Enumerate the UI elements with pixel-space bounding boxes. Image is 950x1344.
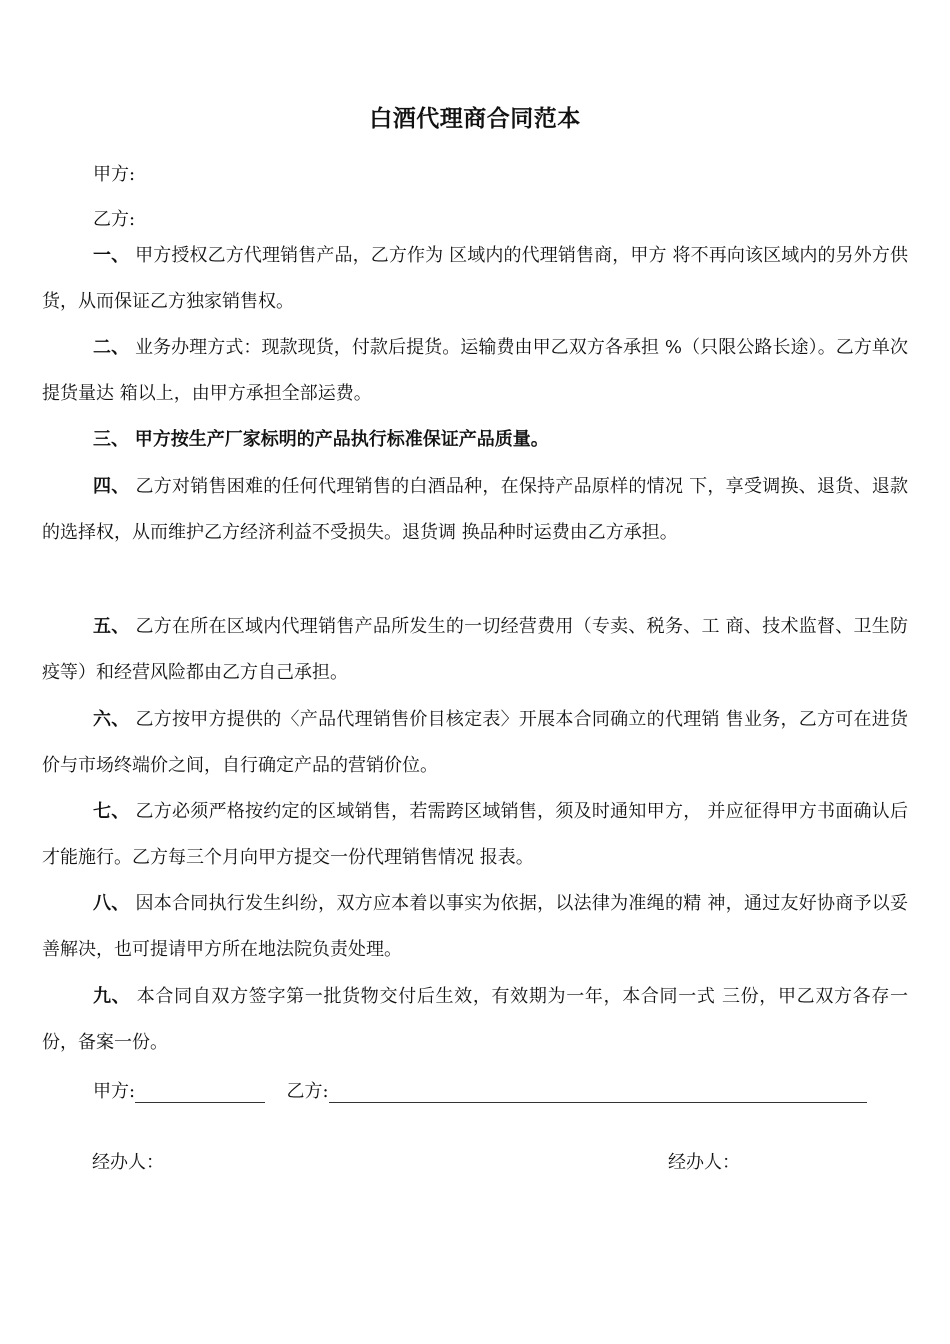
clause-4 <box>42 464 908 556</box>
clause-text: 乙方对销售困难的任何代理销售的白酒品种，在保持产品原样的情况 下，享受调换、退货、退款的选择权，从而维护乙方经济利益不受损失。退货调 换品种时运费由乙方承担。 <box>42 476 908 543</box>
clause-text: 甲方按生产厂家标明的产品执行标准保证产品质量。 <box>134 429 549 450</box>
clause-9 <box>42 974 908 1066</box>
clause-3 <box>42 417 908 463</box>
party-a-signature-line[interactable] <box>135 1082 265 1103</box>
clause-2 <box>42 325 908 417</box>
party-b-signature-line[interactable] <box>329 1082 867 1103</box>
sign-party-a-label: 甲方: <box>93 1081 136 1102</box>
clause-1 <box>42 233 908 325</box>
document-title: 白酒代理商合同范本 <box>369 106 581 132</box>
clause-number: 七、 <box>93 801 130 822</box>
clause-5 <box>42 604 908 696</box>
clause-6 <box>42 697 908 789</box>
clause-number: 五、 <box>93 616 130 637</box>
clause-text: 乙方按甲方提供的〈产品代理销售价目核定表〉开展本合同确立的代理销 售业务，乙方可在进货价与市场终端价之间，自行确定产品的营销价位。 <box>42 709 908 776</box>
clause-number: 三、 <box>93 429 129 450</box>
clause-number: 九、 <box>93 986 131 1007</box>
clause-text: 甲方授权乙方代理销售产品，乙方作为 区域内的代理销售商，甲方 将不再向该区域内的另外方供货，从而保证乙方独家销售权。 <box>42 245 908 312</box>
party-b-label: 乙方: <box>93 209 136 230</box>
clause-7 <box>42 789 908 881</box>
sign-party-b-label: 乙方: <box>286 1081 329 1102</box>
clause-8 <box>42 881 908 973</box>
party-a-label: 甲方: <box>93 164 136 185</box>
signature-row <box>93 1077 867 1103</box>
agent-right-label: 经办人： <box>668 1152 740 1173</box>
clause-number: 一、 <box>93 245 130 266</box>
clause-number: 四、 <box>93 476 130 497</box>
clause-text: 因本合同执行发生纠纷，双方应本着以事实为依据，以法律为准绳的精 神，通过友好协商予以妥善解决，也可提请甲方所在地法院负责处理。 <box>42 893 908 960</box>
clause-number: 二、 <box>93 337 130 358</box>
clause-text: 本合同自双方签字第一批货物交付后生效，有效期为一年，本合同一式 三份，甲乙双方各存一份，备案一份。 <box>42 986 908 1053</box>
clause-text: 乙方必须严格按约定的区域销售，若需跨区域销售，须及时通知甲方， 并应征得甲方书面确认后才能施行。乙方每三个月向甲方提交一份代理销售情况 报表。 <box>42 801 908 868</box>
clause-number: 六、 <box>93 709 130 730</box>
clause-number: 八、 <box>93 893 130 914</box>
clause-text: 业务办理方式：现款现货，付款后提货。运输费由甲乙双方各承担 %（只限公路长途）。乙方单次提货量达 箱以上，由甲方承担全部运费。 <box>42 337 908 404</box>
agent-left-label: 经办人： <box>92 1152 164 1173</box>
clause-text: 乙方在所在区域内代理销售产品所发生的一切经营费用（专卖、税务、工 商、技术监督、卫生防疫等）和经营风险都由乙方自己承担。 <box>42 616 908 683</box>
